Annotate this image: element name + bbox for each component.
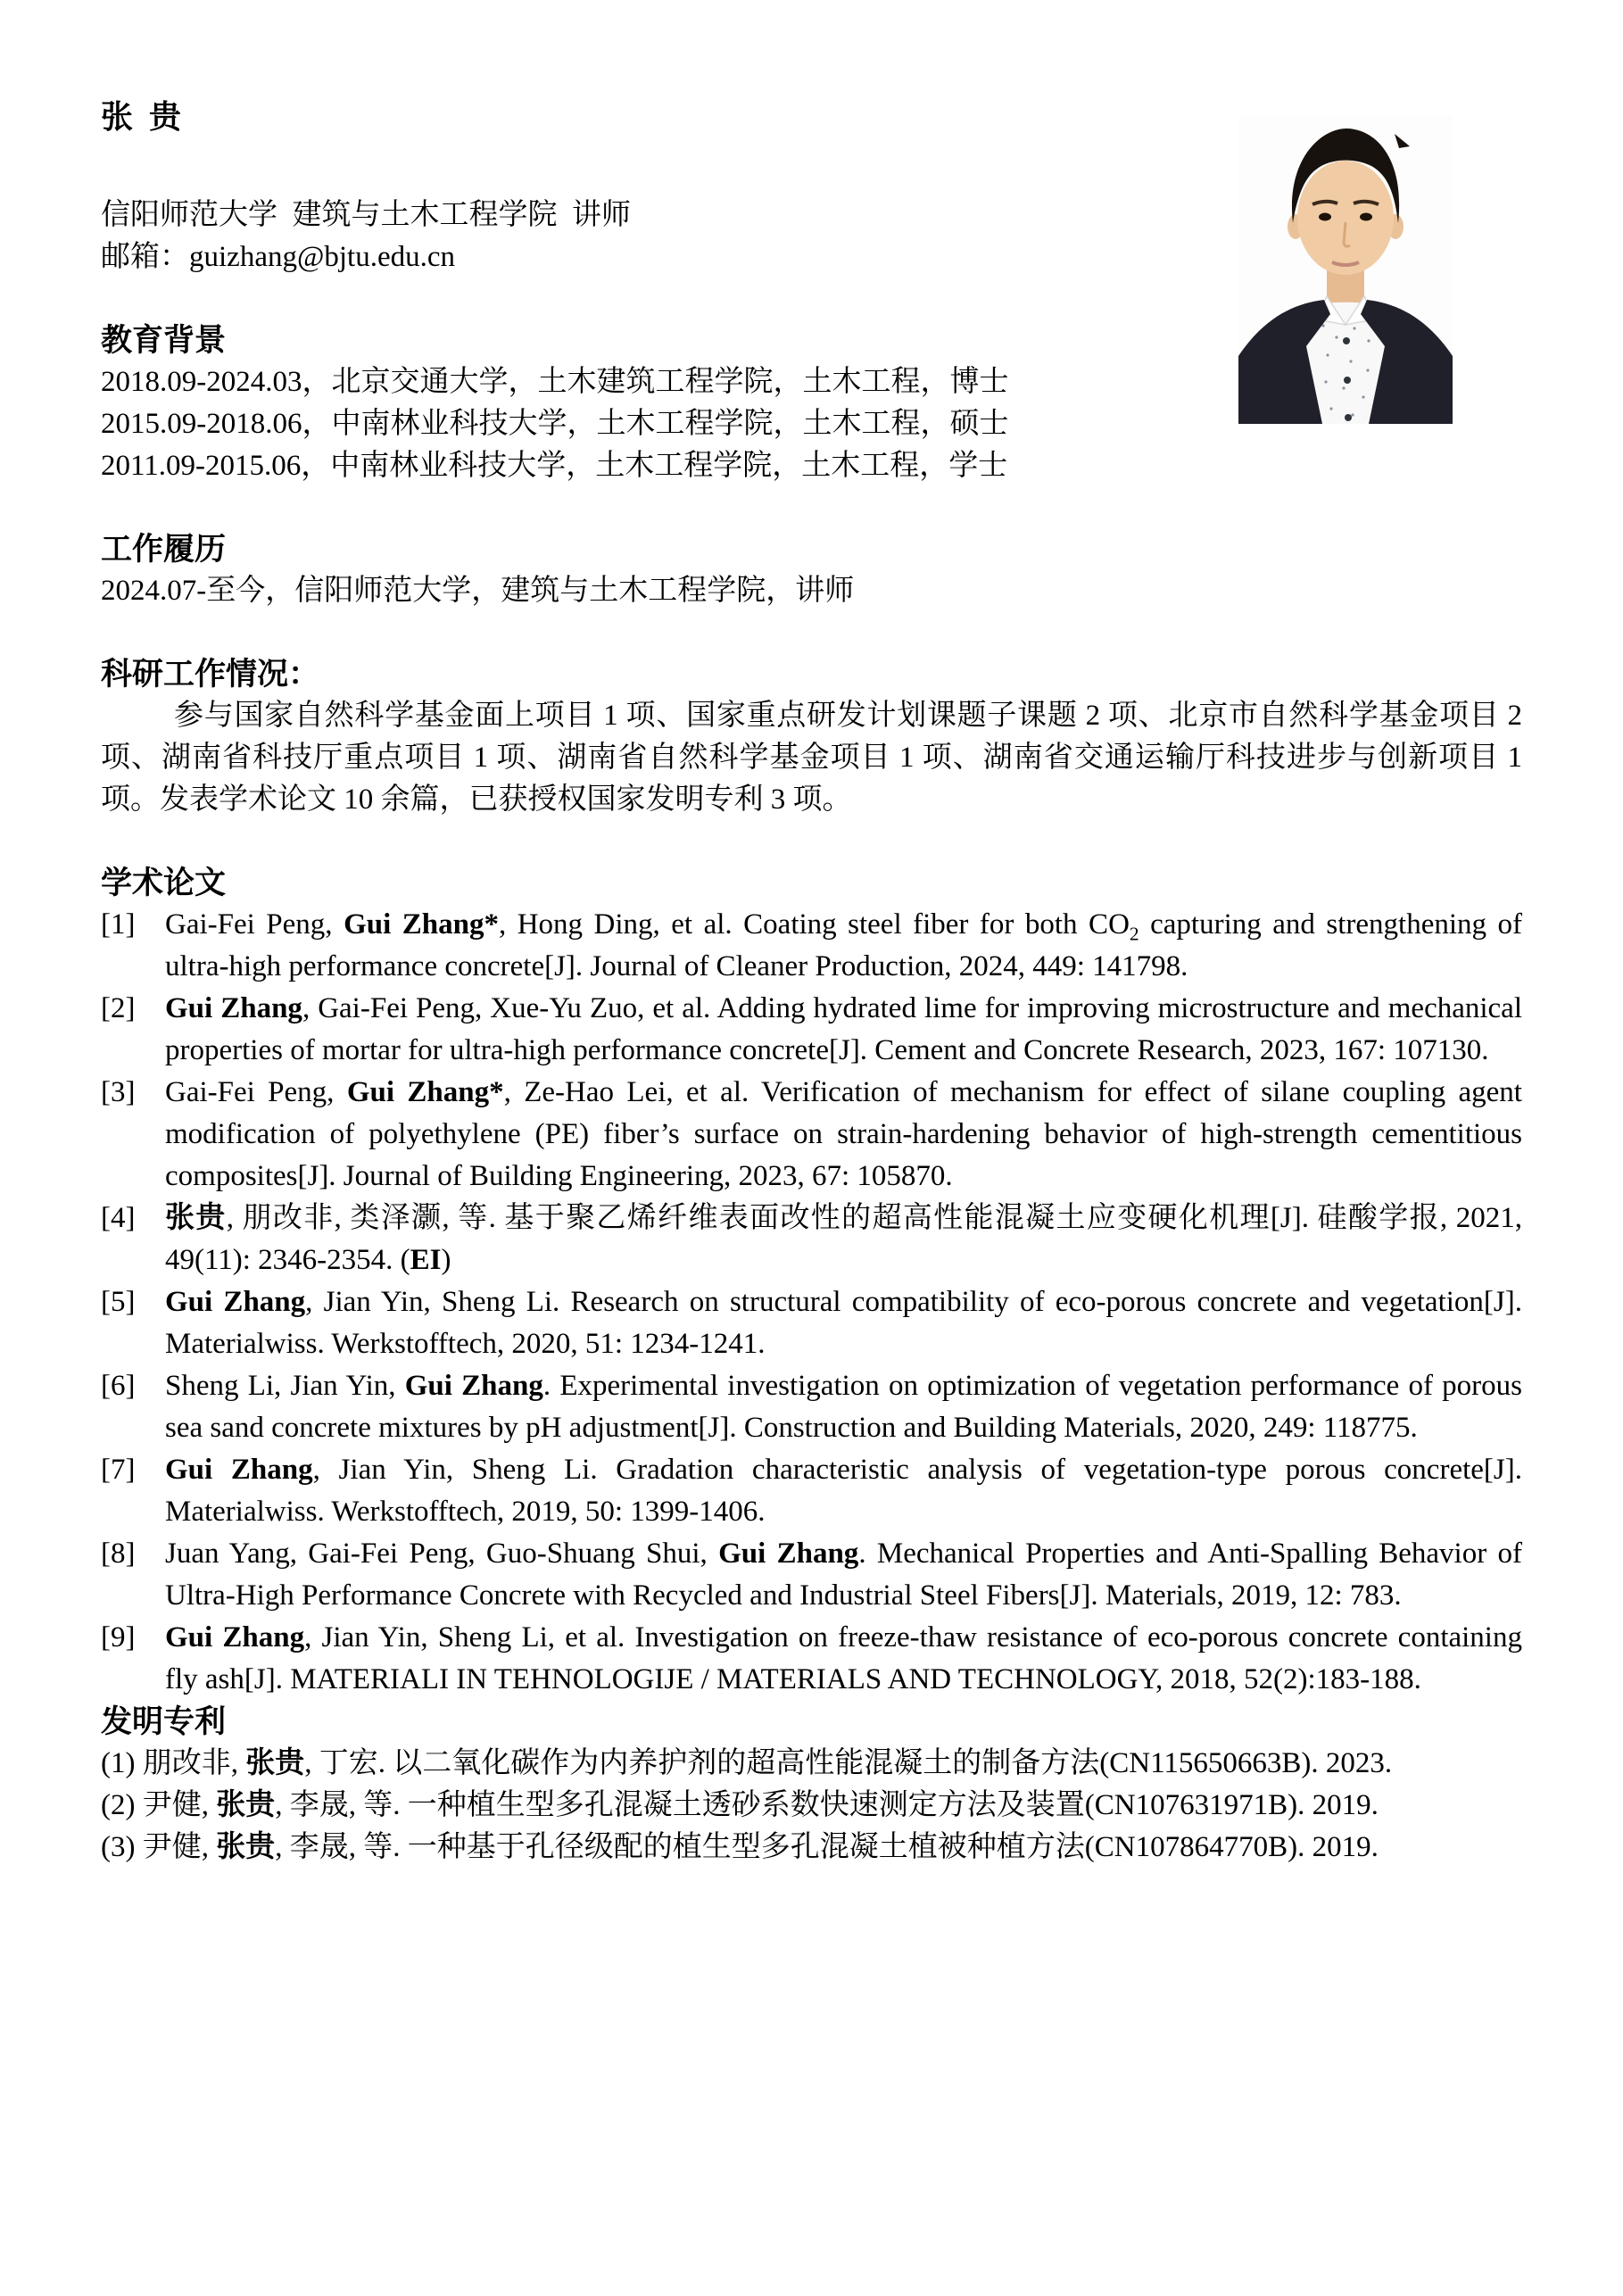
publication-index: [9] <box>101 1621 136 1654</box>
patents-list <box>101 1743 1522 1869</box>
publication-item <box>101 1617 1522 1701</box>
publication-index: [7] <box>101 1454 136 1486</box>
patent-index: (1) <box>101 1747 143 1779</box>
patent-index: (3) <box>101 1831 143 1863</box>
publication-item <box>101 1198 1522 1281</box>
publication-item <box>101 1533 1522 1617</box>
education-item: 2015.09-2018.06，中南林业科技大学，土木工程学院，土木工程，硕士 <box>101 408 1009 440</box>
publication-text: Gui Zhang, Gai-Fei Peng, Xue-Yu Zuo, et al. Adding hydrated lime for improving microstructure and mechanical properties of mortar for ultra-high performance concrete[J]. Cement and Concrete Research, 2023, 167: 107130. <box>165 992 1522 1066</box>
publication-index: [3] <box>101 1076 136 1108</box>
patent-item: (3) 尹健, 张贵, 李晟, 等. 一种基于孔径级配的植生型多孔混凝土植被种植方法(CN107864770B). 2019. <box>101 1831 1379 1863</box>
publication-index: [5] <box>101 1286 136 1318</box>
publication-index: [4] <box>101 1202 136 1234</box>
publication-text: Gai-Fei Peng, Gui Zhang*, Hong Ding, et al. Coating steel fiber for both $CO_2$ capturing and strengthening of ultra-high performance concrete[J]. Journal of Cleaner Production, 2024, 449: 141798. <box>165 908 1522 982</box>
patent-item: (1) 朋改非, 张贵, 丁宏. 以二氧化碳作为内养护剂的超高性能混凝土的制备方法(CN115650663B). 2023. <box>101 1747 1393 1779</box>
publication-index: [2] <box>101 992 136 1024</box>
publication-index: [6] <box>101 1370 136 1402</box>
work-list <box>101 570 1522 612</box>
patent-index: (2) <box>101 1789 143 1821</box>
section-title-work: 工作履历 <box>101 532 227 567</box>
publication-text: Sheng Li, Jian Yin, Gui Zhang. Experimental investigation on optimization of vegetation performance of porous sea sand concrete mixtures by pH adjustment[J]. Construction and Building Materials, 2020, 249: 118775. <box>165 1370 1522 1444</box>
photo-face <box>1297 161 1394 275</box>
publication-item <box>101 904 1522 988</box>
section-title-publications: 学术论文 <box>101 866 227 900</box>
person-name: 张 贵 <box>101 99 182 135</box>
education-item: 2011.09-2015.06，中南林业科技大学，土木工程学院，土木工程，学士 <box>101 450 1008 482</box>
publication-text: Gui Zhang, Jian Yin, Sheng Li, et al. Investigation on freeze-thaw resistance of eco-porous concrete containing fly ash[J]. MATERIALI IN TEHNOLOGIJE / MATERIALS AND TECHNOLOGY, 2018, 52(2):183-188. <box>165 1621 1522 1695</box>
publication-item <box>101 1449 1522 1533</box>
publication-item <box>101 1072 1522 1198</box>
affiliation-line: 信阳师范大学 建筑与土木工程学院 讲师 <box>101 199 631 231</box>
publication-item <box>101 1365 1522 1449</box>
publication-text: 张贵, 朋改非, 类泽灏, 等. 基于聚乙烯纤维表面改性的超高性能混凝土应变硬化机理[J]. 硅酸学报, 2021, 49(11): 2346-2354. (EI) <box>165 1202 1523 1276</box>
section-title-research: 科研工作情况： <box>101 657 320 692</box>
publication-text: Gui Zhang, Jian Yin, Sheng Li. Research on structural compatibility of eco-porous concrete and vegetation[J]. Materialwiss. Werkstofftech, 2020, 51: 1234-1241. <box>165 1286 1522 1360</box>
publication-text: Juan Yang, Gai-Fei Peng, Guo-Shuang Shui, Gui Zhang. Mechanical Properties and Anti-Spalling Behavior of Ultra-High Performance Concrete with Recycled and Industrial Steel Fibers[J]. Materials, 2019, 12: 783. <box>165 1538 1522 1612</box>
education-item: 2018.09-2024.03，北京交通大学，土木建筑工程学院，土木工程，博士 <box>101 366 1009 398</box>
publication-index: [8] <box>101 1538 136 1570</box>
publication-text: Gai-Fei Peng, Gui Zhang*, Ze-Hao Lei, et al. Verification of mechanism for effect of silane coupling agent modification of polyethylene (PE) fiber’s surface on strain-hardening behavior of high-strength cementitious composites[J]. Journal of Building Engineering, 2023, 67: 105870. <box>165 1076 1522 1192</box>
publication-item <box>101 1281 1522 1365</box>
section-title-education: 教育背景 <box>101 323 227 358</box>
work-item: 2024.07-至今，信阳师范大学，建筑与土木工程学院，讲师 <box>101 575 855 607</box>
patent-item: (2) 尹健, 张贵, 李晟, 等. 一种植生型多孔混凝土透砂系数快速测定方法及装置(CN107631971B). 2019. <box>101 1789 1379 1821</box>
publication-item <box>101 988 1522 1072</box>
profile-photo <box>1238 116 1453 424</box>
email-line: 邮箱：guizhang@bjtu.edu.cn <box>101 241 455 273</box>
publication-text: Gui Zhang, Jian Yin, Sheng Li. Gradation characteristic analysis of vegetation-type porous concrete[J]. Materialwiss. Werkstofftech, 2019, 50: 1399-1406. <box>165 1454 1522 1528</box>
publication-index: [1] <box>101 908 136 941</box>
publications-list <box>101 904 1522 1701</box>
research-paragraph: 参与国家自然科学基金面上项目 1 项、国家重点研发计划课题子课题 2 项、北京市自然科学基金项目 2 项、湖南省科技厅重点项目 1 项、湖南省自然科学基金项目 1 项、湖南省交通运输厅科技进步与创新项目 1 项。发表学术论文 10 余篇，已获授权国家发明专利 3 项。 <box>101 700 1522 816</box>
section-title-patents: 发明专利 <box>101 1704 227 1739</box>
